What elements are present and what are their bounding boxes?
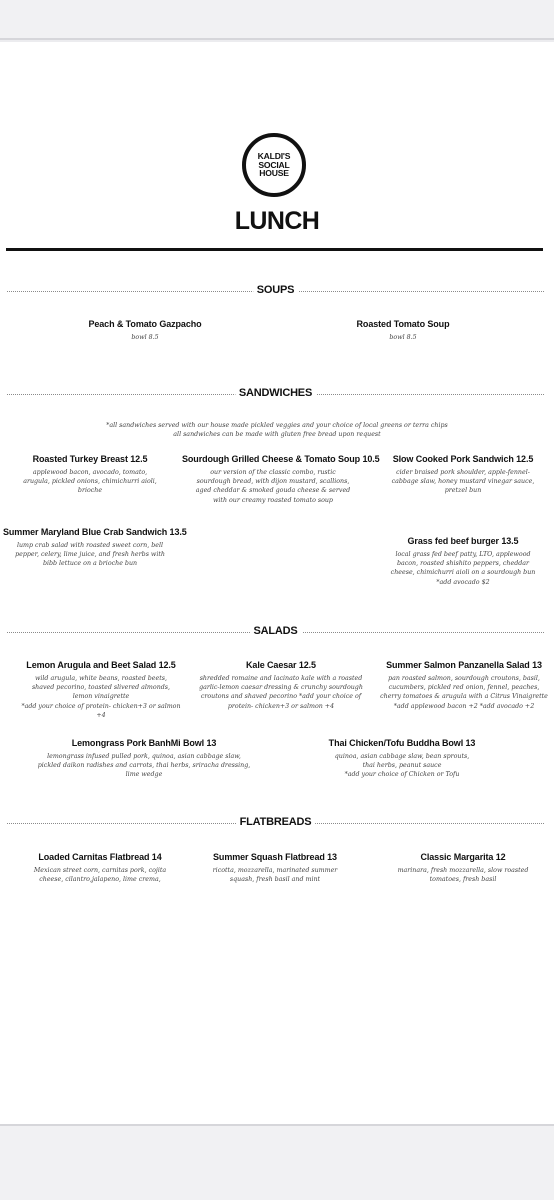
item-desc: cider braised pork shoulder, apple-fennel-cabbage slaw, honey mustard vinegar sauce, pretzel bun	[391, 469, 535, 495]
section-soups	[7, 284, 544, 298]
section-heading: FLATBREADS	[236, 816, 316, 828]
menu-item	[70, 319, 220, 342]
menu-item	[318, 738, 486, 780]
section-flatbreads	[7, 816, 544, 830]
item-desc: ricotta, mozzarella, marinated summer squash, fresh basil and mint	[212, 867, 338, 884]
item-name: Roasted Turkey Breast 12.5	[32, 454, 148, 464]
menu-item	[388, 852, 538, 884]
item-desc: lump crab salad with roasted sweet corn, bell pepper, celery, lime juice, and fresh herbs with bibb lettuce on a brioche bun	[15, 542, 165, 568]
item-desc: pan roasted salmon, sourdough croutons, basil, cucumbers, pickled red onion, fennel, peaches, cherry tomatoes & arugula with a Citrus Vinaigrette	[380, 675, 548, 701]
item-desc: our version of the classic combo, rustic sourdough bread, with dijon mustard, scallions, aged cheddar & smoked gouda cheese & served with our creamy roasted tomato soup	[195, 469, 351, 504]
item-name: Summer Squash Flatbread 13	[213, 852, 337, 862]
menu-item	[182, 454, 380, 505]
item-name: Grass fed beef burger 13.5	[407, 536, 519, 546]
item-desc: local grass fed beef patty, LTO, applewood bacon, roasted shishito peppers, cheddar cheese, chimichurri aioli on a sourdough bun	[390, 551, 536, 577]
item-extra: *add your choice of protein- chicken+3 or salmon +4	[21, 702, 181, 719]
section-heading: SALADS	[249, 625, 301, 637]
menu-item	[16, 660, 186, 720]
item-name: Loaded Carnitas Flatbread 14	[38, 852, 162, 862]
menu-item	[378, 660, 550, 711]
menu-item	[390, 454, 536, 496]
section-heading: SOUPS	[253, 284, 299, 296]
item-desc: Mexican street corn, carnitas pork, cojita cheese, cilantro,jalapeno, lime crema,	[33, 867, 167, 884]
item-desc: marinara, fresh mozzarella, slow roasted tomatoes, fresh basil	[397, 867, 529, 884]
item-desc: quinoa, asian cabbage slaw, bean sprouts, thai herbs, peanut sauce	[334, 753, 470, 770]
item-name: Kale Caesar 12.5	[246, 660, 316, 670]
sandwich-note-line-2: all sandwiches can be made with gluten free bread upon request	[173, 431, 381, 439]
item-name: Thai Chicken/Tofu Buddha Bowl 13	[328, 738, 476, 748]
item-name: Lemongrass Pork BanhMi Bowl 13	[71, 738, 217, 748]
item-desc: wild arugula, white beans, roasted beets, shaved pecorino, toasted slivered almonds, lemon vinaigrette	[31, 675, 171, 701]
logo-line-3: HOUSE	[259, 168, 289, 179]
section-salads	[7, 625, 544, 639]
item-name: Sourdough Grilled Cheese & Tomato Soup 10.5	[182, 454, 380, 464]
menu-item	[328, 319, 478, 342]
kaldis-logo	[242, 133, 306, 197]
logo-line-1: KALDI'S	[257, 151, 291, 162]
item-desc: lemongrass infused pulled pork, quinoa, asian cabbage slaw, pickled daikon radishes and carrots, thai herbs, sriracha dressing, lime wedge	[37, 753, 251, 779]
item-extra: *add your choice of Chicken or Tofu	[344, 771, 460, 779]
menu-item	[20, 454, 160, 496]
item-name: Classic Margarita 12	[420, 852, 506, 862]
item-name: Summer Salmon Panzanella Salad 13	[386, 660, 542, 670]
menu-item	[3, 527, 187, 569]
item-extra: *add avocado $2	[436, 578, 490, 586]
sandwich-note	[60, 421, 494, 439]
item-desc: applewood bacon, avocado, tomato, arugula, pickled onions, chimichurri aioli, brioche	[23, 469, 157, 495]
title-divider	[6, 248, 543, 251]
item-desc: bowl 8.5	[131, 334, 159, 341]
item-name: Peach & Tomato Gazpacho	[88, 319, 202, 329]
section-heading: SANDWICHES	[235, 387, 316, 399]
menu-item	[196, 660, 366, 711]
sandwich-note-line-1: *all sandwiches served with our house made pickled veggies and your choice of local greens or terra chips	[106, 422, 448, 429]
menu-item	[390, 536, 536, 587]
viewer-top-bar	[0, 0, 554, 40]
page-title: LUNCH	[234, 207, 320, 235]
item-extra: *add applewood bacon +2 *add avocado +2	[393, 702, 535, 710]
section-sandwiches	[7, 387, 544, 401]
item-name: Lemon Arugula and Beet Salad 12.5	[26, 660, 176, 670]
menu-item	[36, 738, 252, 780]
item-name: Roasted Tomato Soup	[356, 319, 450, 329]
menu-item	[198, 852, 352, 884]
viewer-bottom-bar	[0, 1124, 554, 1200]
item-desc: shredded romaine and lacinato kale with a roasted garlic-lemon caesar dressing & crunchy sourdough croutons and shaved pecorino *add your choice of protein- chicken+3 or salmon +4	[199, 675, 363, 710]
item-desc: bowl 8.5	[389, 334, 417, 341]
menu-item	[22, 852, 178, 884]
logo-line-2: SOCIAL	[258, 159, 290, 170]
item-name: Summer Maryland Blue Crab Sandwich 13.5	[3, 527, 187, 537]
item-name: Slow Cooked Pork Sandwich 12.5	[392, 454, 534, 464]
